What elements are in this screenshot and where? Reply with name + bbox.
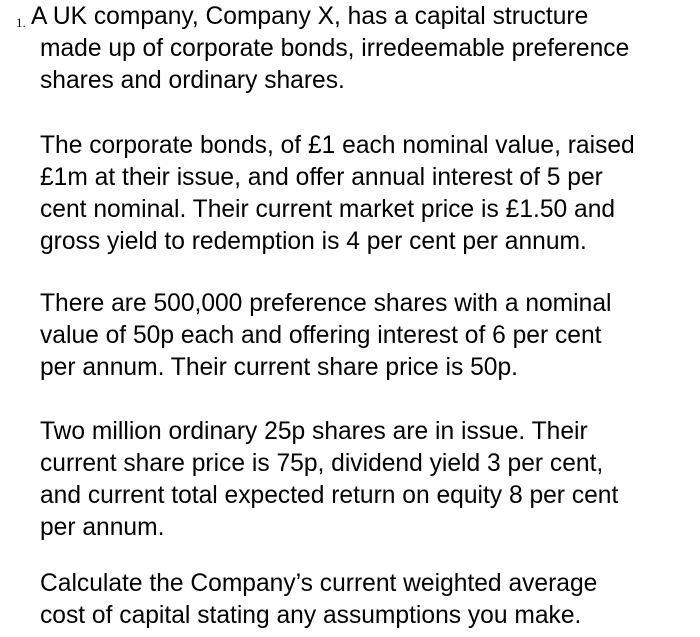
text-line: and current total expected return on equity 8 per cent <box>40 482 619 509</box>
text-line: £1m at their issue, and offer annual interest of 5 per <box>40 164 603 191</box>
text-line: per annum. Their current share price is 50p. <box>40 354 518 381</box>
paragraph-task <box>40 568 698 632</box>
text-line: cent nominal. Their current market price is £1.50 and <box>40 196 616 223</box>
text-line: cost of capital stating any assumptions you make. <box>40 602 582 629</box>
text-line: The corporate bonds, of £1 each nominal value, raised <box>40 132 635 159</box>
text-line: value of 50p each and offering interest of 6 per cent <box>40 322 602 349</box>
text-line: There are 500,000 preference shares with a nominal <box>40 290 612 317</box>
text-line: made up of corporate bonds, irredeemable preference <box>40 35 630 62</box>
text-line: Two million ordinary 25p shares are in issue. Their <box>40 418 588 445</box>
paragraph-corporate-bonds <box>40 130 698 258</box>
text-line: per annum. <box>40 514 165 541</box>
question-number: 1. <box>16 15 26 30</box>
text-line: Calculate the Company’s current weighted average <box>40 570 598 597</box>
paragraph-ordinary-shares <box>40 416 698 544</box>
text-line: gross yield to redemption is 4 per cent per annum. <box>40 228 587 255</box>
text-line: A UK company, Company X, has a capital structure <box>31 3 589 30</box>
text-line: current share price is 75p, dividend yield 3 per cent, <box>40 450 604 477</box>
paragraph-preference-shares <box>40 288 698 384</box>
paragraph-capital-structure <box>31 1 698 97</box>
text-line: shares and ordinary shares. <box>40 67 345 94</box>
